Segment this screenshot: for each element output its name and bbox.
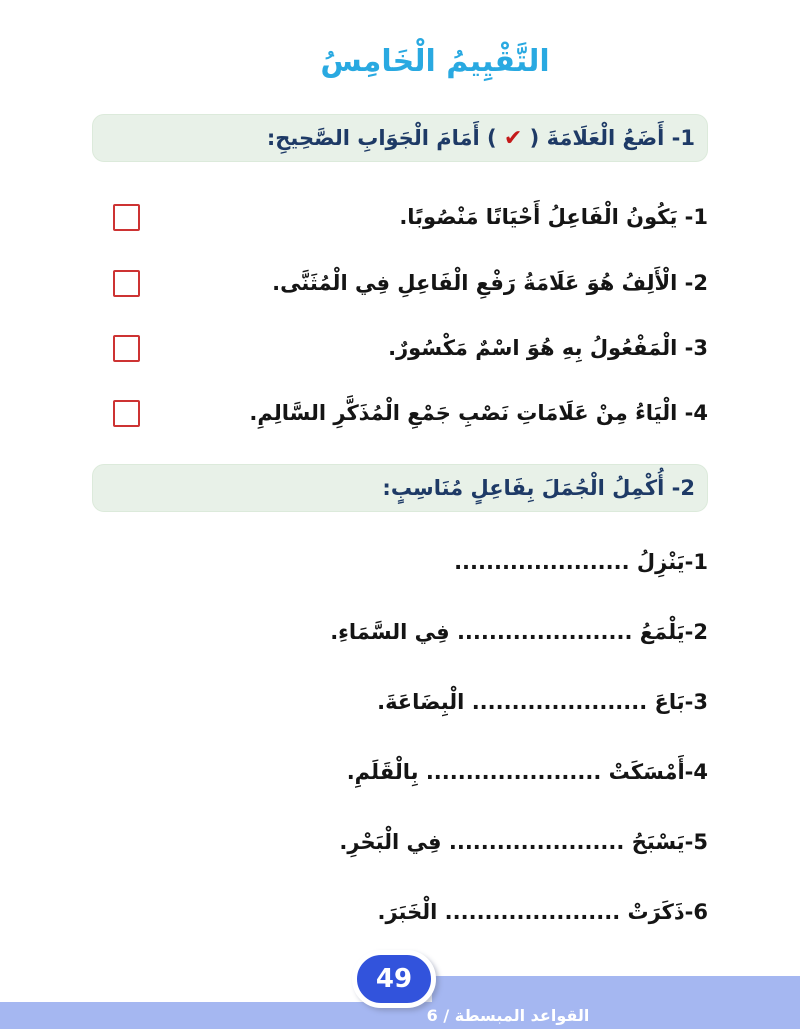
fill-lead-5: 5-يَسْبَحُ bbox=[631, 830, 708, 854]
fill-blank-3[interactable]: ...................... bbox=[471, 690, 648, 714]
fill-blank-4[interactable]: ...................... bbox=[425, 760, 602, 784]
section1-header-banner bbox=[92, 114, 708, 162]
statement-row-4 bbox=[113, 391, 708, 435]
fill-tail-3: الْبِضَاعَةَ. bbox=[377, 690, 465, 714]
answer-checkbox-4[interactable] bbox=[113, 400, 140, 427]
fill-row-2 bbox=[100, 610, 708, 654]
page-title: التَّقْيِيمُ الْخَامِسُ bbox=[320, 44, 550, 79]
statement-text-3: 3- الْمَفْعُولُ بِهِ هُوَ اسْمٌ مَكْسُورٌ. bbox=[388, 336, 708, 360]
statement-text-1: 1- يَكُونُ الْفَاعِلُ أَحْيَانًا مَنْصُوبًا. bbox=[399, 205, 708, 229]
fill-row-5 bbox=[100, 820, 708, 864]
fill-row-3 bbox=[100, 680, 708, 724]
section2-header-banner bbox=[92, 464, 708, 512]
page-number: 49 bbox=[375, 964, 413, 994]
fill-blank-2[interactable]: ...................... bbox=[456, 620, 633, 644]
statement-row-3 bbox=[113, 326, 708, 370]
fill-blank-6[interactable]: ...................... bbox=[444, 900, 621, 924]
answer-checkbox-3[interactable] bbox=[113, 335, 140, 362]
fill-row-1 bbox=[100, 540, 708, 584]
statement-text-4: 4- الْيَاءُ مِنْ عَلَامَاتِ نَصْبِ جَمْعِ الْمُذَكَّرِ السَّالِمِ. bbox=[249, 401, 708, 425]
footer-book-title: القواعد المبسطة / 6 bbox=[426, 1006, 590, 1025]
page-number-badge bbox=[352, 950, 436, 1008]
fill-lead-2: 2-يَلْمَعُ bbox=[639, 620, 708, 644]
fill-tail-5: فِي الْبَحْرِ. bbox=[339, 830, 442, 854]
checkmark-icon: ✔ bbox=[503, 126, 523, 151]
fill-tail-2: فِي السَّمَاءِ. bbox=[330, 620, 450, 644]
fill-row-4 bbox=[100, 750, 708, 794]
fill-lead-1: 1-يَنْزِلُ bbox=[636, 550, 708, 574]
fill-tail-6: الْخَبَرَ. bbox=[377, 900, 438, 924]
fill-tail-4: بِالْقَلَمِ. bbox=[346, 760, 419, 784]
answer-checkbox-1[interactable] bbox=[113, 204, 140, 231]
statement-text-2: 2- الْأَلِفُ هُوَ عَلَامَةُ رَفْعِ الْفَاعِلِ فِي الْمُثَنَّى. bbox=[272, 271, 708, 295]
fill-blank-1[interactable]: ...................... bbox=[454, 550, 630, 574]
section2-instruction: 2- أُكْمِلُ الْجُمَلَ بِفَاعِلٍ مُنَاسِبٍ: bbox=[382, 476, 695, 500]
answer-checkbox-2[interactable] bbox=[113, 270, 140, 297]
fill-lead-4: 4-أَمْسَكَتْ bbox=[608, 760, 708, 784]
section1-instruction-prefix: 1- أَضَعُ الْعَلَامَةَ ( bbox=[522, 126, 695, 150]
statement-row-1 bbox=[113, 195, 708, 239]
statement-row-2 bbox=[113, 261, 708, 305]
section1-instruction-suffix: ) أَمَامَ الْجَوَابِ الصَّحِيحِ: bbox=[266, 126, 504, 150]
fill-lead-6: 6-ذَكَرَتْ bbox=[627, 900, 708, 924]
fill-lead-3: 3-بَاعَ bbox=[654, 690, 708, 714]
fill-blank-5[interactable]: ...................... bbox=[448, 830, 625, 854]
fill-row-6 bbox=[100, 890, 708, 934]
